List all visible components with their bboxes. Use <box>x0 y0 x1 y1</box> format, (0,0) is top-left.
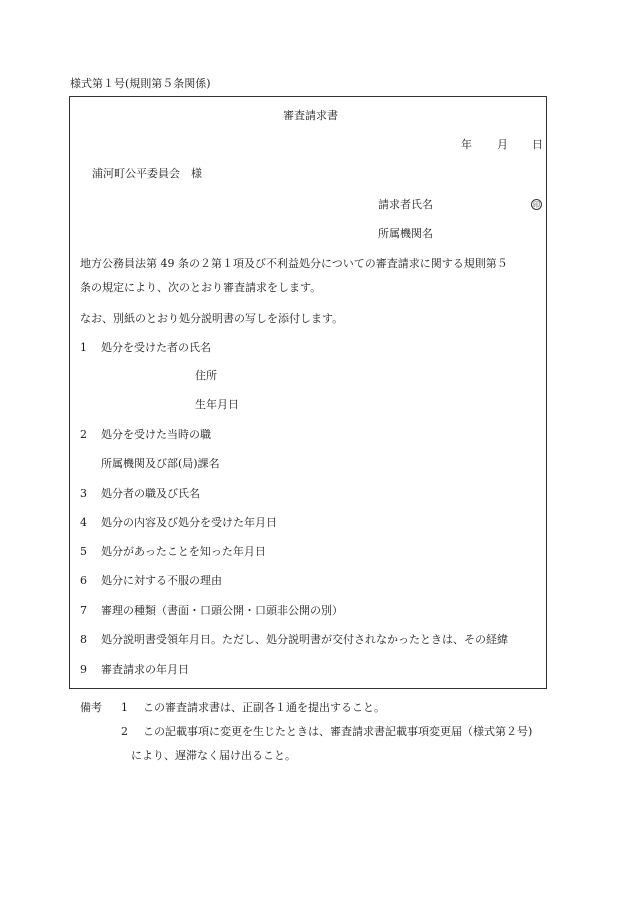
item-number: 2 <box>80 428 87 441</box>
date-month: 月 <box>497 138 508 151</box>
remark-text-continued: により、遅滞なく届け出ること。 <box>131 749 296 762</box>
remark-number: 1 <box>121 701 128 714</box>
item-text: 処分に対する不服の理由 <box>101 574 222 587</box>
remark-text: この記載事項に変更を生じたときは、審査請求書記載事項変更届（様式第２号) <box>143 725 533 738</box>
item-number: 3 <box>80 487 87 500</box>
item-number: 1 <box>80 341 87 354</box>
item-text: 処分を受けた当時の職 <box>101 428 211 441</box>
body-line-1: 地方公務員法第 49 条の２第１項及び不利益処分についての審査請求に関する規則第５ <box>80 257 508 270</box>
item-text: 処分を受けた者の氏名 <box>101 341 211 354</box>
date-day: 日 <box>532 138 543 151</box>
form-title: 審査請求書 <box>283 109 338 122</box>
item-sub: 所属機関及び部(局)課名 <box>101 457 220 470</box>
remark-text: この審査請求書は、正副各１通を提出すること。 <box>143 701 385 714</box>
item-text: 処分者の職及び氏名 <box>101 487 200 500</box>
remarks-label: 備考 <box>80 701 102 714</box>
item-text: 審査請求の年月日 <box>101 663 189 676</box>
body-line-2: 条の規定により、次のとおり審査請求をします。 <box>80 281 322 294</box>
item-number: 6 <box>80 574 87 587</box>
requester-name-label: 請求者氏名 <box>378 198 433 211</box>
item-number: 9 <box>80 663 87 676</box>
item-text: 審理の種類（書面・口頭公開・口頭非公開の別） <box>101 604 343 617</box>
form-frame <box>69 96 547 689</box>
form-label: 様式第１号(規則第５条関係) <box>70 77 211 90</box>
item-number: 8 <box>80 633 87 646</box>
seal-mark-icon: 印 <box>533 201 540 209</box>
body-line-3: なお、別紙のとおり処分説明書の写しを添付します。 <box>80 312 344 325</box>
item-number: 4 <box>80 516 87 529</box>
remark-number: 2 <box>121 725 128 738</box>
item-number: 5 <box>80 545 87 558</box>
item-sub: 住所 <box>195 369 217 382</box>
addressee: 浦河町公平委員会 様 <box>92 167 202 180</box>
date-year: 年 <box>461 138 472 151</box>
requester-org-label: 所属機関名 <box>378 227 433 240</box>
item-text: 処分説明書受領年月日。ただし、処分説明書が交付されなかったときは、その経緯 <box>101 633 508 646</box>
item-text: 処分があったことを知った年月日 <box>101 545 266 558</box>
item-number: 7 <box>80 604 87 617</box>
item-text: 処分の内容及び処分を受けた年月日 <box>101 516 277 529</box>
item-sub: 生年月日 <box>195 398 239 411</box>
